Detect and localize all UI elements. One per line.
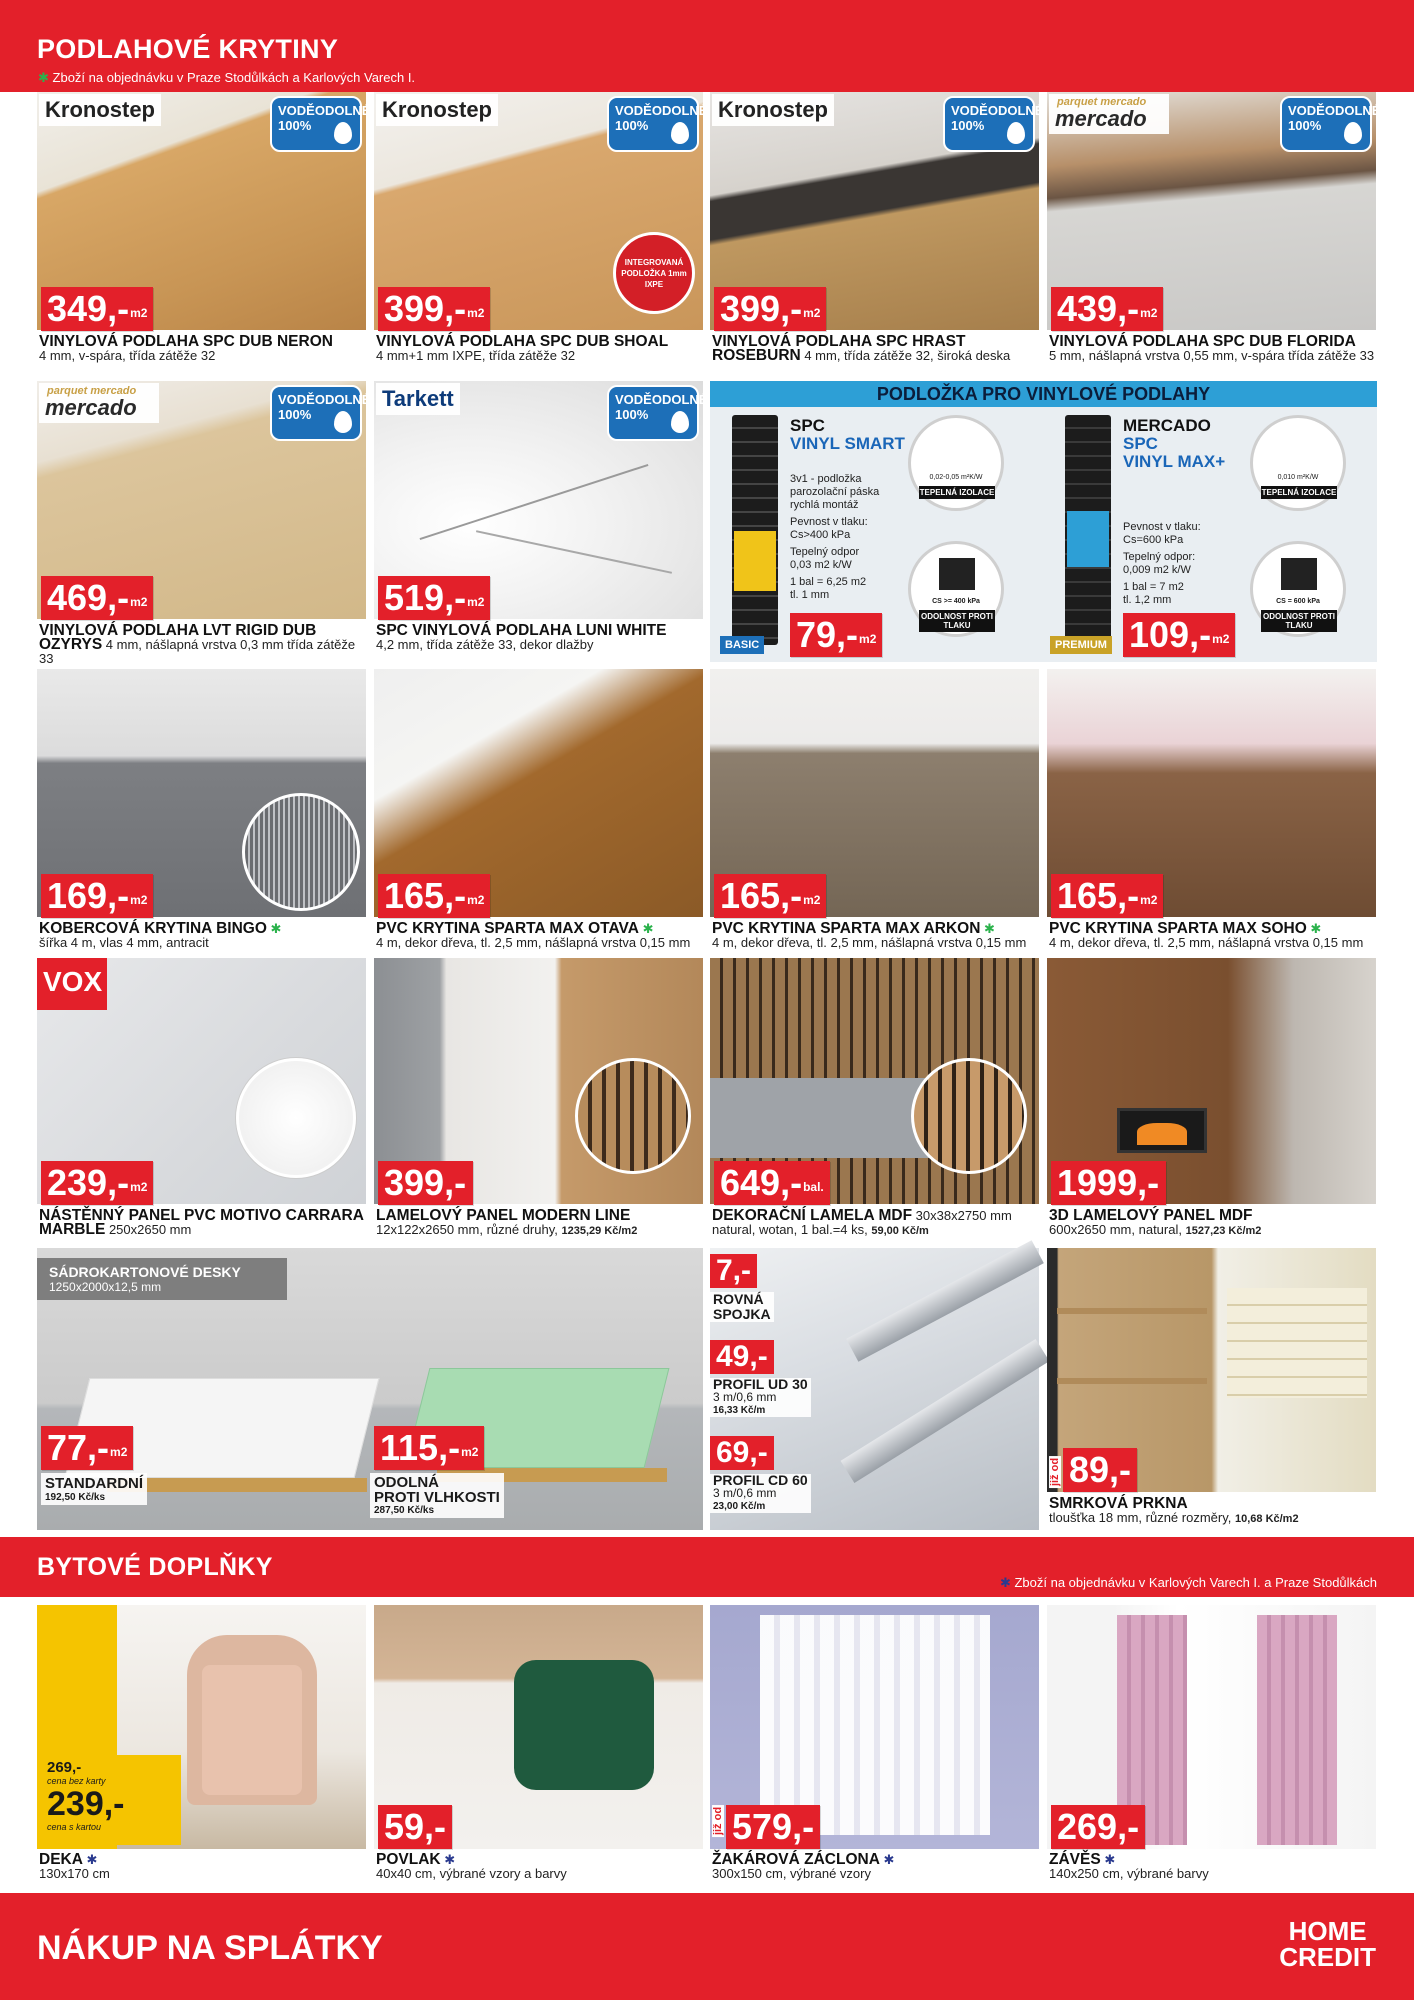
star-icon: ✱ <box>642 921 654 936</box>
product-tile[interactable] <box>374 92 708 377</box>
home-credit-logo[interactable]: HOME CREDIT <box>1279 1916 1376 1972</box>
product-tile[interactable] <box>1047 1605 1376 1890</box>
price-tag: 579,- <box>726 1805 820 1849</box>
price-tag: 77,-$^{m2}$ <box>41 1426 133 1470</box>
product-caption: PVC KRYTINA SPARTA MAX SOHO ✱ 4 m, dekor dřeva, tl. 2,5 mm, nášlapná vrstva 0,15 mm <box>1049 920 1364 950</box>
underlay-seal-icon: INTEGROVANÁ PODLOŽKA 1mm IXPE <box>613 232 695 314</box>
waterproof-badge: VODĚODOLNÉ 100% <box>607 96 699 152</box>
product-tile[interactable] <box>1047 958 1376 1246</box>
price-tag: 649,-$^{bal.}$ <box>714 1161 830 1205</box>
product-caption: NÁSTĚNNÝ PANEL PVC MOTIVO CARRARA MARBLE 250x2650 mm <box>39 1207 364 1238</box>
water-drop-icon <box>334 411 352 433</box>
product-tile[interactable] <box>1047 669 1376 959</box>
footer-band <box>0 1893 1414 2000</box>
star-icon: ✱ <box>38 70 49 85</box>
star-icon: ✱ <box>984 921 995 936</box>
product-tile[interactable] <box>710 669 1039 959</box>
waterproof-badge: VODĚODOLNÉ 100% <box>270 385 362 441</box>
underlay-specs: 3v1 - podložka parozolační páska rychlá montáž Pevnost v tlaku: Cs>400 kPa Tepelný odpor 0,03 m2 k/W 1 bal = 6,25 m2 tl. 1 mm <box>790 473 880 601</box>
product-caption: VINYLOVÁ PODLAHA SPC DUB FLORIDA 5 mm, nášlapná vrstva 0,55 mm, v-spára třída zátěže 33 <box>1049 333 1375 363</box>
price-tag: 169,-$^{m2}$ <box>41 874 153 918</box>
fire-glow <box>1137 1123 1187 1145</box>
product-tile[interactable] <box>710 958 1039 1246</box>
section-title: PODLAHOVÉ KRYTINY <box>37 34 339 64</box>
price-tag: 165,-$^{m2}$ <box>714 874 826 918</box>
product-tile[interactable] <box>374 381 708 666</box>
slat-sample <box>911 1058 1027 1174</box>
blanket-throw <box>202 1665 302 1795</box>
drywall-label: SÁDROKARTONOVÉ DESKY 1250x2000x12,5 mm <box>37 1258 287 1300</box>
product-caption: PVC KRYTINA SPARTA MAX OTAVA ✱ 4 m, dekor dřeva, tl. 2,5 mm, nášlapná vrstva 0,15 mm <box>376 920 691 950</box>
product-caption: ŽAKÁROVÁ ZÁCLONA ✱ 300x150 cm, výbrané vzory <box>712 1851 895 1881</box>
underlay-panel[interactable] <box>710 381 1377 662</box>
price-tag: 69,- <box>710 1436 774 1470</box>
water-drop-icon <box>1007 122 1025 144</box>
star-icon: ✱ <box>270 921 282 936</box>
product-tile[interactable] <box>374 1605 703 1890</box>
brand-logo: Tarkett <box>376 383 460 415</box>
brand-logo: VOX <box>37 958 107 1010</box>
product-caption: ROVNÁ SPOJKA <box>710 1292 774 1322</box>
order-note: ✱ Zboží na objednávku v Praze Stodůlkách a Karlových Varech I. <box>38 70 416 85</box>
marble-sample <box>236 1058 356 1178</box>
price-tag: 349,-$^{m2}$ <box>41 287 153 331</box>
underlay-name: SPC VINYL SMART <box>790 416 905 453</box>
price-from-label: již od <box>712 1806 725 1836</box>
waterproof-badge: VODĚODOLNÉ 100% <box>1280 96 1372 152</box>
product-tile[interactable] <box>37 669 366 959</box>
price-tag: 165,-$^{m2}$ <box>378 874 490 918</box>
product-caption: VINYLOVÁ PODLAHA SPC DUB NERON 4 mm, v-spára, třída zátěže 32 <box>39 333 333 363</box>
drywall-tile[interactable] <box>37 1248 703 1530</box>
product-caption: ZÁVĚS ✱ 140x250 cm, výbrané barvy <box>1049 1851 1209 1881</box>
installment-title: NÁKUP NA SPLÁTKY <box>37 1929 383 1967</box>
flooring-row-2 <box>37 381 1377 666</box>
brand-logo: Kronostep <box>712 94 834 126</box>
product-caption: VINYLOVÁ PODLAHA LVT RIGID DUB OZYRYS 4 mm, nášlapná vrstva 0,3 mm třída zátěže 33 <box>39 622 356 666</box>
brand-logo: parquet mercado mercado <box>39 383 159 423</box>
shelf <box>1057 1378 1207 1384</box>
star-icon: ✱ <box>86 1852 98 1867</box>
price-tag: 469,-$^{m2}$ <box>41 576 153 620</box>
product-tile[interactable] <box>374 669 703 959</box>
underlay-name: MERCADO SPC VINYL MAX+ <box>1123 416 1226 471</box>
pillow <box>514 1660 654 1790</box>
planks <box>1227 1288 1367 1398</box>
star-icon: ✱ <box>1104 1852 1116 1867</box>
price-tag: 89,- <box>1063 1448 1137 1492</box>
price-tag: 239,-$^{m2}$ <box>41 1161 153 1205</box>
sheer-curtain <box>760 1615 990 1835</box>
product-caption: DEKA ✱ 130x170 cm <box>39 1851 110 1881</box>
product-tile[interactable] <box>710 92 1044 377</box>
order-note: ✱ Zboží na objednávku v Karlových Varech I. a Praze Stodůlkách <box>999 1575 1377 1590</box>
slat-sample <box>575 1058 691 1174</box>
price-tag: 115,-$^{m2}$ <box>374 1426 484 1470</box>
product-tile[interactable] <box>37 92 371 377</box>
drape-right <box>1257 1615 1337 1845</box>
loyalty-price-box: 269,- cena bez karty 239,- cena s kartou <box>41 1755 181 1845</box>
underlay-specs: Pevnost v tlaku: Cs=600 kPa Tepelný odpor: 0,009 m2 k/W 1 bal = 7 m2 tl. 1,2 mm <box>1123 521 1201 606</box>
underlay-heading: PODLOŽKA PRO VINYLOVÉ PODLAHY <box>710 381 1377 407</box>
price-tag: 399,- <box>378 1161 473 1205</box>
product-caption: SMRKOVÁ PRKNA tloušťka 18 mm, různé rozměry, 10,68 Kč/m2 <box>1049 1495 1299 1525</box>
price-tag: 269,- <box>1051 1805 1145 1849</box>
underlay-roll-image <box>732 415 778 645</box>
star-icon: ✱ <box>999 1575 1011 1590</box>
product-caption: LAMELOVÝ PANEL MODERN LINE 12x122x2650 mm, různé druhy, 1235,29 Kč/m2 <box>376 1207 638 1237</box>
basic-tag: BASIC <box>720 636 764 654</box>
product-tile[interactable] <box>1047 92 1381 377</box>
product-caption: SPC VINYLOVÁ PODLAHA LUNI WHITE 4,2 mm, třída zátěže 33, dekor dlažby <box>376 622 667 652</box>
product-caption: 3D LAMELOVÝ PANEL MDF 600x2650 mm, natural, 1527,23 Kč/m2 <box>1049 1207 1262 1237</box>
price-tag: 399,-$^{m2}$ <box>378 287 490 331</box>
shelf <box>1057 1308 1207 1314</box>
star-icon: ✱ <box>883 1852 895 1867</box>
brand-logo: Kronostep <box>39 94 161 126</box>
price-tag: 79,-$^{m2}$ <box>790 613 882 657</box>
header-band <box>0 0 1414 92</box>
water-drop-icon <box>671 411 689 433</box>
price-from-label: již od <box>1049 1457 1062 1487</box>
waterproof-badge: VODĚODOLNÉ 100% <box>943 96 1035 152</box>
price-tag: 399,-$^{m2}$ <box>714 287 826 331</box>
accessories-row <box>37 1605 1377 1890</box>
section-title: BYTOVÉ DOPLŇKY <box>37 1553 273 1581</box>
pressure-resistance-icon: CS >= 400 kPa ODOLNOST PROTI TLAKU <box>908 541 1004 637</box>
price-tag: 165,-$^{m2}$ <box>1051 874 1163 918</box>
price-tag: 49,- <box>710 1340 774 1374</box>
star-icon: ✱ <box>444 1852 456 1867</box>
product-tile[interactable] <box>37 381 371 666</box>
price-tag: 1999,- <box>1051 1161 1166 1205</box>
waterproof-badge: VODĚODOLNÉ 100% <box>270 96 362 152</box>
profiles-tile[interactable] <box>710 1248 1039 1530</box>
price-tag: 59,- <box>378 1805 452 1849</box>
roll-stripe <box>734 531 776 591</box>
price-tag: 109,-$^{m2}$ <box>1123 613 1235 657</box>
water-drop-icon <box>1344 122 1362 144</box>
product-caption: DEKORAČNÍ LAMELA MDF 30x38x2750 mm natural, wotan, 1 bal.=4 ks, 59,00 Kč/m <box>712 1207 1012 1237</box>
star-icon: ✱ <box>1310 921 1322 936</box>
flooring-row-3 <box>37 669 1377 959</box>
product-caption: PROFIL CD 60 3 m/0,6 mm 23,00 Kč/m <box>710 1474 811 1513</box>
insulation-icon: 0,02-0,05 m²K/W TEPELNÁ IZOLACE <box>908 415 1004 511</box>
product-caption: ODOLNÁ PROTI VLHKOSTI 287,50 Kč/ks <box>370 1473 504 1518</box>
panel-row <box>37 958 1377 1246</box>
waterproof-badge: VODĚODOLNÉ 100% <box>607 385 699 441</box>
product-caption: PVC KRYTINA SPARTA MAX ARKON ✱ 4 m, dekor dřeva, tl. 2,5 mm, nášlapná vrstva 0,15 mm <box>712 920 1027 950</box>
product-tile[interactable] <box>374 958 703 1246</box>
premium-tag: PREMIUM <box>1050 636 1112 654</box>
brand-logo: parquet mercado mercado <box>1049 94 1169 134</box>
product-caption: STANDARDNÍ 192,50 Kč/ks <box>41 1473 147 1505</box>
water-drop-icon <box>334 122 352 144</box>
building-row <box>37 1248 1377 1530</box>
price-tag: 439,-$^{m2}$ <box>1051 287 1163 331</box>
water-drop-icon <box>671 122 689 144</box>
product-caption: KOBERCOVÁ KRYTINA BINGO ✱ šířka 4 m, vlas 4 mm, antracit <box>39 920 282 950</box>
product-tile[interactable] <box>37 958 366 1246</box>
product-tile[interactable] <box>37 1605 366 1890</box>
pressure-resistance-icon: CS = 600 kPa ODOLNOST PROTI TLAKU <box>1250 541 1346 637</box>
product-caption: VINYLOVÁ PODLAHA SPC HRAST ROSEBURN 4 mm, třída zátěže 32, široká deska <box>712 333 1011 364</box>
product-caption: PROFIL UD 30 3 m/0,6 mm 16,33 Kč/m <box>710 1378 811 1417</box>
price-tag: 519,-$^{m2}$ <box>378 576 490 620</box>
product-tile[interactable] <box>710 1605 1039 1890</box>
accessories-band <box>0 1537 1414 1597</box>
roll-stripe <box>1067 511 1109 567</box>
product-tile[interactable] <box>1047 1248 1376 1530</box>
product-caption: VINYLOVÁ PODLAHA SPC DUB SHOAL 4 mm+1 mm IXPE, třída zátěže 32 <box>376 333 669 363</box>
carpet-sample <box>242 793 360 911</box>
product-caption: POVLAK ✱ 40x40 cm, výbrané vzory a barvy <box>376 1851 567 1881</box>
brand-logo: Kronostep <box>376 94 498 126</box>
insulation-icon: 0,010 m²K/W TEPELNÁ IZOLACE <box>1250 415 1346 511</box>
price-tag: 7,- <box>710 1254 757 1288</box>
flooring-row-1 <box>37 92 1381 377</box>
